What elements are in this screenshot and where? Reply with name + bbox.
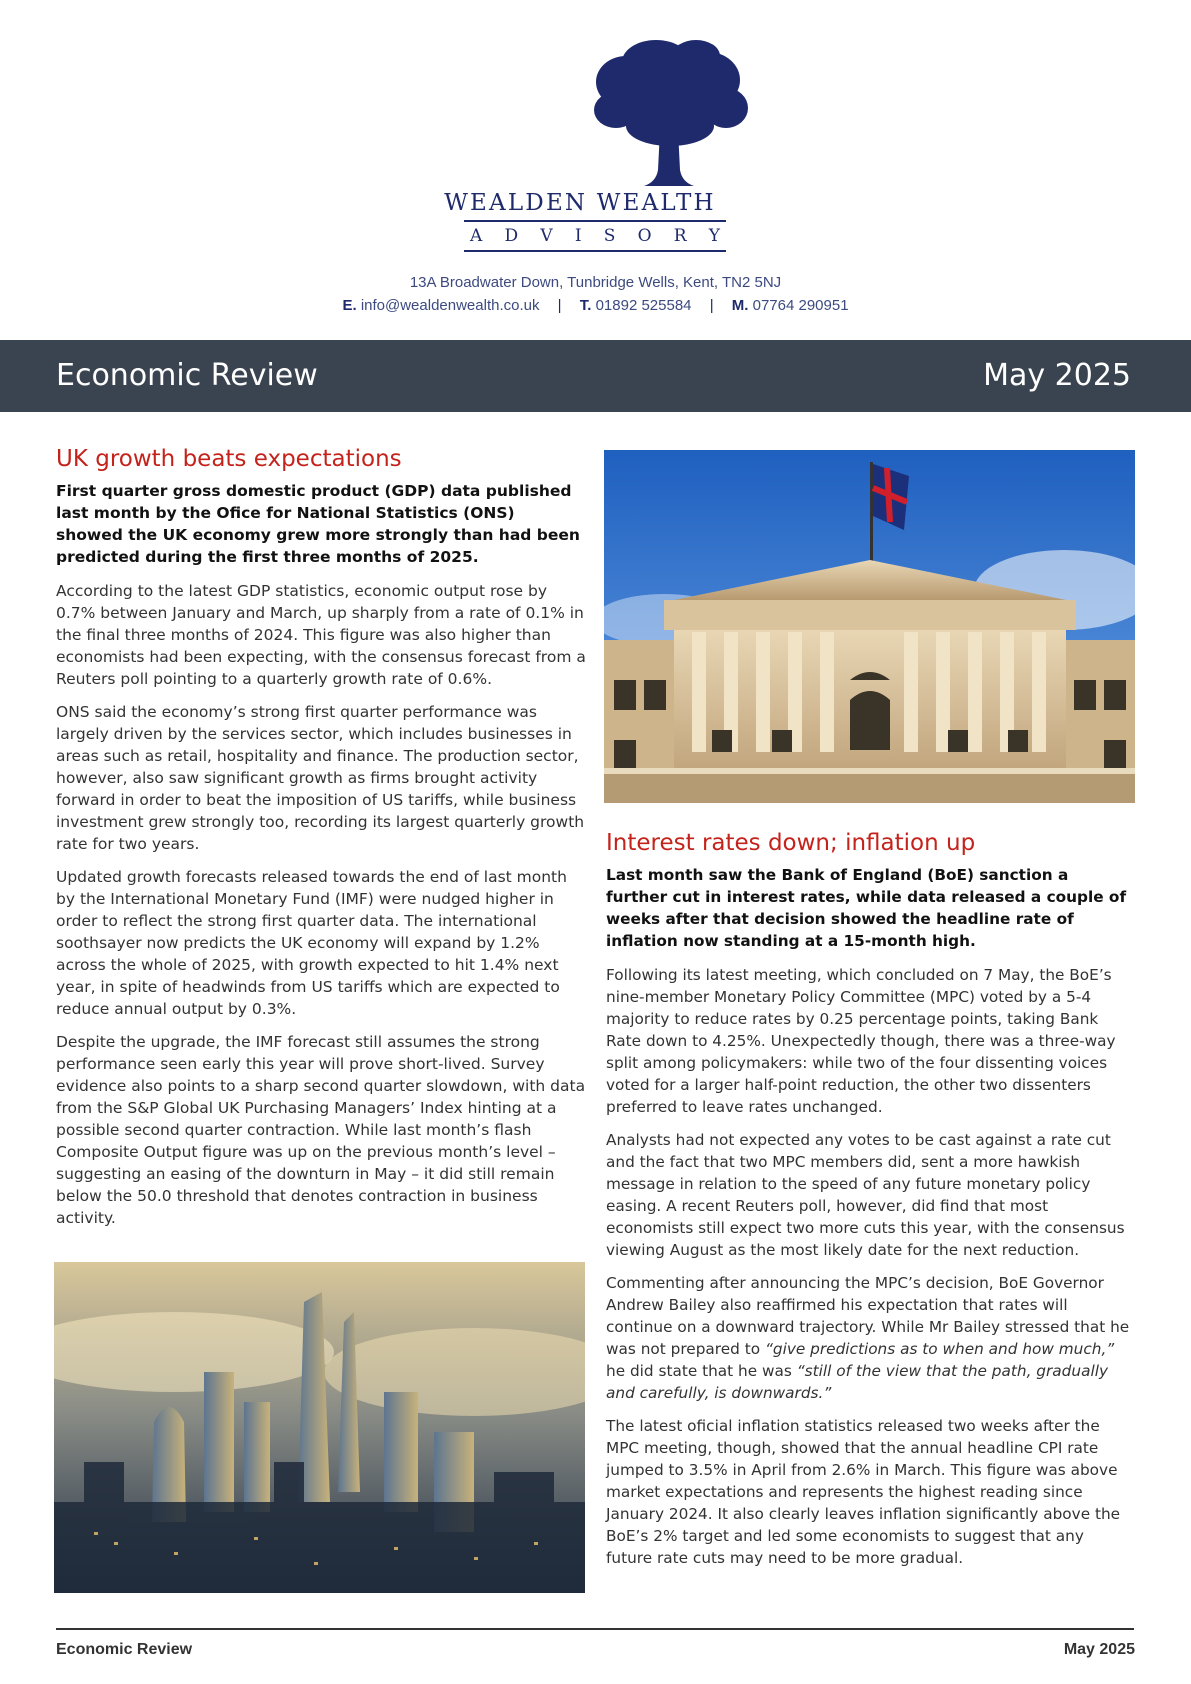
brand-letter: A <box>470 226 483 246</box>
email-label: E. <box>342 297 357 314</box>
tree-logo-icon <box>586 40 750 188</box>
article-paragraph: According to the latest GDP statistics, economic output rose by 0.7% between January and March, up sharply from a rate of 0.1% in the final three months of 2024. This figure was also higher than economists had been expecting, with the consensus forecast from a Reuters poll pointing to a quarterly growth rate of 0.6%. <box>56 582 586 688</box>
tel-label: T. <box>579 297 592 314</box>
brand-letter: O <box>637 226 652 246</box>
mobile-label: M. <box>731 297 749 314</box>
article-paragraph: ONS said the economy’s strong first quarter performance was largely driven by the services sector, which includes businesses in areas such as retail, hospitality and finance. The production sector, however, also saw significant growth as firms brought activity forward in order to beat the imposition of US tariffs, while business investment grew strongly too, recording its largest quarterly growth rate for two years. <box>56 703 585 853</box>
article-lead: Last month saw the Bank of England (BoE) sanction a further cut in interest rates, while data released a couple of weeks after that decision showed the headline rate of inflation now standing at a 15-month high. <box>606 866 1127 950</box>
telephone-link[interactable]: 01892 525584 <box>595 297 692 314</box>
footer-title: Economic Review <box>56 1641 193 1658</box>
paragraph-text: Commenting after announcing the MPC’s decision, BoE Governor Andrew Bailey also reaffirmed his expectation that rates will continue on a downward trajectory. While Mr Bailey stressed that he was not prepared to <box>606 1274 1130 1358</box>
brand-divider-bottom <box>464 250 726 252</box>
document-date: May 2025 <box>983 358 1131 393</box>
brand-letter: D <box>504 226 519 246</box>
article-paragraph: Following its latest meeting, which concluded on 7 May, the BoE’s nine-member Monetary Policy Committee (MPC) voted by a 5-4 majority to reduce rates by 0.25 percentage points, taking Bank Rate down to 4.25%. Unexpectedly though, there was a three-way split among policymakers: while two of the four dissenting voices voted for a larger half-point reduction, the other two dissenters preferred to leave rates unchanged. <box>606 966 1116 1116</box>
footer-date: May 2025 <box>1063 1641 1135 1658</box>
article-paragraph: Analysts had not expected any votes to be cast against a rate cut and the fact that two MPC members did, sent a more hawkish message in relation to the speed of any future monetary policy easing. A recent Reuters poll, however, did find that most economists still expect two more cuts this year, with the consensus viewing August as the most likely date for the next reduction. <box>606 1131 1125 1259</box>
paragraph-text: he did state that he was <box>606 1362 797 1380</box>
article-heading-rates: Interest rates down; inflation up <box>606 830 976 856</box>
left-column <box>56 446 586 1240</box>
brand-letter: V <box>540 226 553 246</box>
brand-letter: S <box>603 226 616 246</box>
separator: | <box>557 297 562 314</box>
mobile-link[interactable]: 07764 290951 <box>752 297 849 314</box>
bank-of-england-photo <box>604 450 1135 803</box>
brand-divider-top <box>464 220 726 222</box>
email-link[interactable]: info@wealdenwealth.co.uk <box>360 297 540 314</box>
article-lead: First quarter gross domestic product (GDP) data published last month by the Ofice for National Statistics (ONS) showed the UK economy grew more strongly than had been predicted during the first three months of 2025. <box>56 482 580 566</box>
article-paragraph-quote <box>606 1272 1134 1404</box>
brand-letter: R <box>673 226 687 246</box>
brand-name: WEALDEN WEALTH <box>444 190 716 216</box>
brand-letter: Y <box>708 226 720 246</box>
quotation: “still of the view that the path, gradually and carefully, is downwards.” <box>606 1362 1108 1402</box>
quotation: “give predictions as to when and how much,” <box>764 1340 1115 1358</box>
city-skyline-photo <box>54 1262 585 1593</box>
company-address: 13A Broadwater Down, Tunbridge Wells, Kent, TN2 5NJ <box>409 274 782 291</box>
footer-divider <box>56 1628 1134 1630</box>
brand-subtitle <box>464 226 726 246</box>
article-paragraph: The latest oficial inflation statistics released two weeks after the MPC meeting, though, showed that the annual headline CPI rate jumped to 3.5% in April from 2.6% in March. This figure was above market expectations and represents the highest reading since January 2024. It also clearly leaves inflation significantly above the BoE’s 2% target and led some economists to suggest that any future rate cuts may need to be more gradual. <box>606 1417 1121 1567</box>
document-title: Economic Review <box>56 358 318 393</box>
brand-letter: I <box>574 226 582 246</box>
right-column <box>606 830 1134 1580</box>
article-paragraph: Despite the upgrade, the IMF forecast still assumes the strong performance seen early this year will prove short-lived. Survey evidence also points to a sharp second quarter slowdown, with data from the S&P Global UK Purchasing Managers’ Index hinting at a possible second quarter contraction. While last month’s flash Composite Output figure was up on the previous month’s level – suggesting an easing of the downturn in May – it did still remain below the 50.0 threshold that denotes contraction in business activity. <box>56 1033 586 1227</box>
contact-line <box>0 297 1191 314</box>
article-heading-growth: UK growth beats expectations <box>56 446 402 472</box>
separator: | <box>709 297 714 314</box>
title-banner <box>0 340 1191 412</box>
article-paragraph: Updated growth forecasts released towards the end of last month by the International Monetary Fund (IMF) were nudged higher in order to reflect the strong first quarter data. The international soothsayer now predicts the UK economy will expand by 1.2% across the whole of 2025, with growth expected to hit 1.4% next year, in spite of headwinds from US tariffs which are expected to reduce annual output by 0.3%. <box>56 868 567 1018</box>
